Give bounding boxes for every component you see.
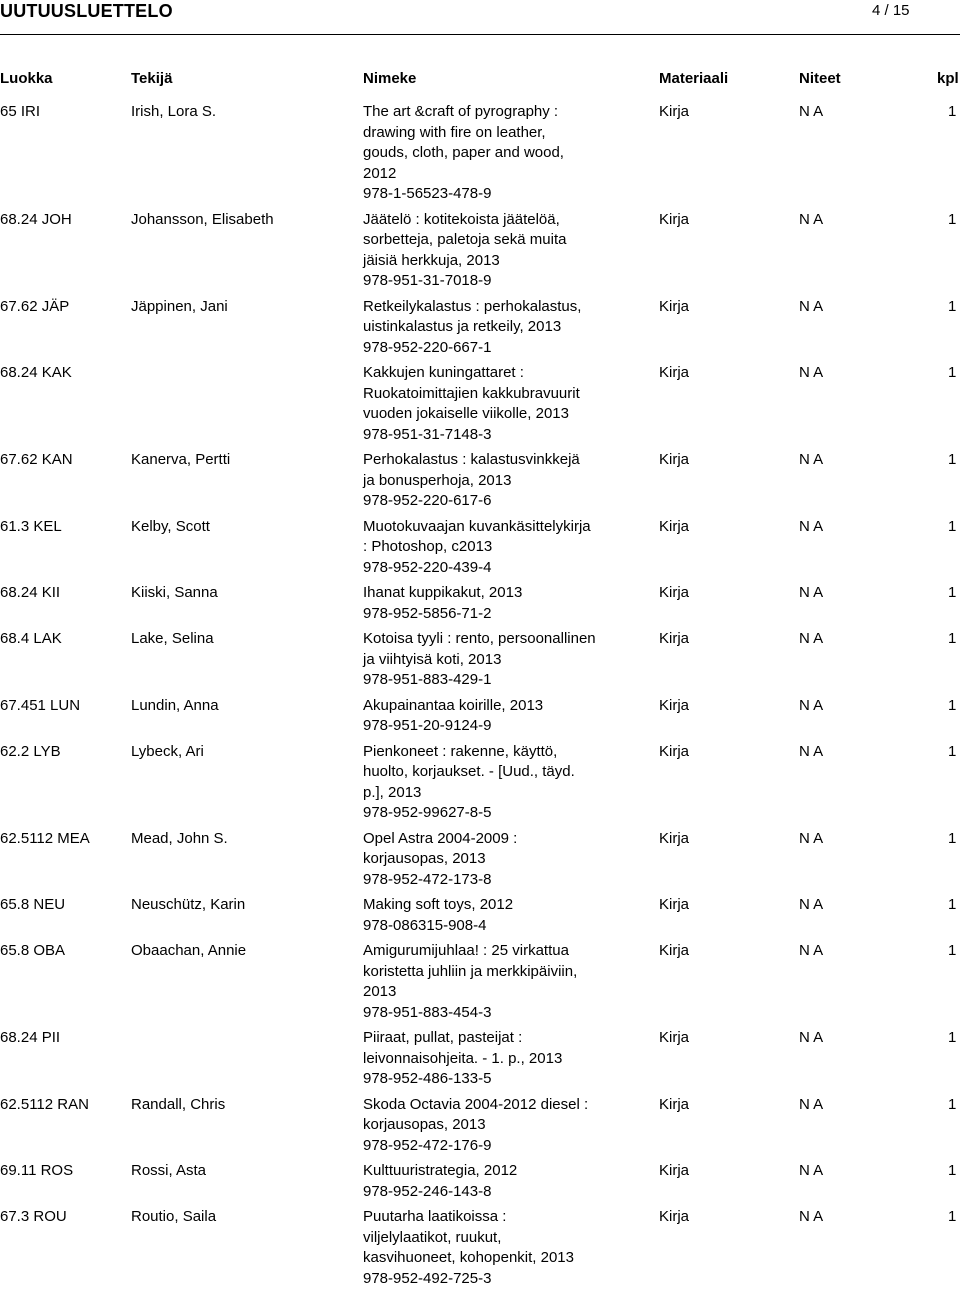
cell-niteet: N A [799, 1208, 824, 1225]
title-line: 978-952-486-133-5 [363, 1070, 492, 1087]
cell-tekija: Randall, Chris [131, 1095, 226, 1113]
cell-luokka: 67.3 ROU [0, 1208, 67, 1225]
cell-kpl: 1 [948, 896, 957, 913]
title-line: Akupainantaa koirille, 2013 [363, 696, 544, 714]
cell-kpl: 1 [948, 364, 957, 381]
title-line: 978-952-492-725-3 [363, 1269, 492, 1287]
column-header-materiaali: Materiaali [659, 70, 729, 87]
cell-luokka: 69.11 ROS [0, 1162, 74, 1179]
title-line: koristetta juhliin ja merkkipäiviin, [363, 962, 578, 980]
title-line: sorbetteja, paletoja sekä muita [363, 231, 567, 248]
title-line: Making soft toys, 2012 [363, 896, 514, 913]
title-line: 978-952-5856-71-2 [363, 604, 492, 622]
cell-luokka: 62.2 LYB [0, 742, 61, 760]
cell-kpl: 1 [948, 210, 957, 228]
title-line: leivonnaisohjeita. - 1. p., 2013 [363, 1049, 563, 1067]
cell-niteet: N A [799, 742, 824, 760]
cell-luokka: 68.4 LAK [0, 630, 62, 647]
cell-nimeke [363, 583, 522, 624]
cell-nimeke [363, 1028, 562, 1090]
document-title: UUTUUSLUETTELO [0, 1, 173, 21]
cell-niteet: N A [799, 1029, 824, 1046]
cell-luokka: 62.5112 RAN [0, 1095, 89, 1113]
cell-luokka: 67.62 KAN [0, 451, 73, 468]
cell-luokka: 68.24 PII [0, 1029, 61, 1046]
cell-materiaali: Kirja [659, 896, 690, 913]
cell-nimeke [363, 1095, 588, 1157]
cell-tekija: Kanerva, Pertti [131, 451, 231, 468]
cell-niteet: N A [799, 942, 824, 959]
title-line: Skoda Octavia 2004-2012 diesel : [363, 1095, 589, 1113]
title-line: Jäätelö : kotitekoista jäätelöä, [363, 210, 560, 228]
title-line: ja bonusperhoja, 2013 [363, 471, 512, 489]
title-line: korjausopas, 2013 [363, 1116, 486, 1133]
cell-niteet: N A [799, 297, 824, 315]
cell-nimeke [363, 297, 581, 359]
cell-kpl: 1 [948, 1208, 957, 1225]
column-header-luokka: Luokka [0, 70, 53, 87]
cell-materiaali: Kirja [659, 584, 690, 601]
cell-tekija: Lake, Selina [131, 630, 214, 647]
cell-nimeke [363, 1207, 574, 1289]
cell-kpl: 1 [948, 584, 957, 601]
cell-tekija: Routio, Saila [131, 1208, 217, 1225]
title-line: Piiraat, pullat, pasteijat : [363, 1029, 523, 1046]
cell-materiaali: Kirja [659, 517, 690, 535]
cell-tekija: Rossi, Asta [131, 1162, 207, 1179]
cell-nimeke [363, 941, 577, 1023]
title-line: 978-951-20-9124-9 [363, 717, 492, 734]
cell-niteet: N A [799, 630, 824, 647]
title-line: 978-951-883-429-1 [363, 671, 492, 688]
page-number: 4 / 15 [872, 2, 910, 19]
title-line: 2012 [363, 164, 397, 182]
cell-niteet: N A [799, 584, 824, 601]
title-line: 978-952-220-439-4 [363, 558, 492, 576]
cell-luokka: 65.8 OBA [0, 942, 66, 959]
title-line: 978-952-472-173-8 [363, 870, 492, 888]
title-line: Kotoisa tyyli : rento, persoonallinen [363, 630, 596, 647]
cell-kpl: 1 [948, 1095, 957, 1113]
cell-kpl: 1 [948, 517, 957, 535]
cell-materiaali: Kirja [659, 1162, 690, 1179]
title-line: 978-086315-908-4 [363, 916, 487, 934]
cell-tekija: Irish, Lora S. [131, 103, 217, 120]
cell-materiaali: Kirja [659, 297, 690, 315]
cell-tekija: Lundin, Anna [131, 696, 219, 714]
cell-tekija: Kiiski, Sanna [131, 584, 218, 601]
title-line: 978-952-246-143-8 [363, 1182, 492, 1200]
cell-luokka: 61.3 KEL [0, 517, 62, 535]
cell-nimeke [363, 210, 566, 292]
cell-niteet: N A [799, 896, 824, 913]
cell-kpl: 1 [948, 297, 957, 315]
cell-tekija: Neuschütz, Karin [131, 896, 246, 913]
cell-niteet: N A [799, 1162, 824, 1179]
title-line: drawing with fire on leather, [363, 123, 546, 141]
cell-materiaali: Kirja [659, 210, 690, 228]
cell-niteet: N A [799, 696, 824, 714]
cell-luokka: 67.451 LUN [0, 696, 81, 714]
title-line: 978-1-56523-478-9 [363, 185, 492, 202]
cell-luokka: 65 IRI [0, 103, 41, 120]
title-line: 2013 [363, 983, 397, 1000]
title-line: : Photoshop, c2013 [363, 538, 493, 555]
title-line: Muotokuvaajan kuvankäsittelykirja [363, 517, 591, 535]
cell-luokka: 67.62 JÄP [0, 297, 70, 315]
cell-materiaali: Kirja [659, 829, 690, 847]
title-line: Kakkujen kuningattaret : [363, 364, 524, 381]
cell-materiaali: Kirja [659, 103, 690, 120]
title-line: korjausopas, 2013 [363, 850, 486, 867]
cell-luokka: 68.24 JOH [0, 210, 72, 228]
cell-materiaali: Kirja [659, 1095, 690, 1113]
title-line: Ruokatoimittajien kakkubravuurit [363, 384, 580, 402]
cell-materiaali: Kirja [659, 364, 690, 381]
cell-tekija: Lybeck, Ari [131, 742, 204, 760]
cell-materiaali: Kirja [659, 630, 690, 647]
cell-nimeke [363, 742, 575, 824]
cell-tekija: Johansson, Elisabeth [131, 210, 274, 228]
cell-luokka: 68.24 KAK [0, 364, 72, 381]
cell-materiaali: Kirja [659, 451, 690, 468]
cell-luokka: 65.8 NEU [0, 896, 66, 913]
title-line: Opel Astra 2004-2009 : [363, 829, 518, 847]
title-line: huolto, korjaukset. - [Uud., täyd. [363, 763, 575, 780]
cell-kpl: 1 [948, 103, 957, 120]
cell-nimeke [363, 629, 596, 691]
cell-kpl: 1 [948, 942, 957, 959]
cell-nimeke [363, 517, 591, 579]
cell-tekija: Mead, John S. [131, 829, 228, 847]
cell-kpl: 1 [948, 630, 957, 647]
cell-niteet: N A [799, 103, 824, 120]
title-line: viljelylaatikot, ruukut, [363, 1228, 502, 1246]
cell-materiaali: Kirja [659, 942, 690, 959]
header-divider [0, 34, 960, 35]
title-line: Retkeilykalastus : perhokalastus, [363, 297, 582, 315]
cell-kpl: 1 [948, 451, 957, 468]
cell-kpl: 1 [948, 1162, 957, 1179]
title-line: Ihanat kuppikakut, 2013 [363, 584, 523, 601]
cell-kpl: 1 [948, 829, 957, 847]
title-line: uistinkalastus ja retkeily, 2013 [363, 318, 562, 335]
title-line: 978-951-31-7018-9 [363, 272, 492, 289]
title-line: 978-951-31-7148-3 [363, 425, 492, 443]
title-line: 978-951-883-454-3 [363, 1003, 492, 1021]
cell-materiaali: Kirja [659, 1029, 690, 1046]
cell-kpl: 1 [948, 742, 957, 760]
title-line: 978-952-220-667-1 [363, 338, 492, 356]
cell-niteet: N A [799, 451, 824, 468]
title-line: gouds, cloth, paper and wood, [363, 144, 564, 161]
column-header-tekija: Tekijä [131, 70, 173, 87]
cell-luokka: 62.5112 MEA [0, 829, 90, 847]
title-line: Amigurumijuhlaa! : 25 virkattua [363, 942, 569, 959]
title-line: 978-952-472-176-9 [363, 1136, 492, 1154]
cell-niteet: N A [799, 210, 824, 228]
cell-tekija: Obaachan, Annie [131, 942, 247, 959]
column-header-nimeke: Nimeke [363, 70, 417, 87]
title-line: vuoden jokaiselle viikolle, 2013 [363, 405, 569, 422]
cell-materiaali: Kirja [659, 742, 690, 760]
cell-niteet: N A [799, 517, 824, 535]
cell-nimeke [363, 895, 513, 936]
column-header-niteet: Niteet [799, 70, 841, 87]
column-header-kpl: kpl [937, 70, 959, 87]
cell-nimeke [363, 102, 564, 205]
title-line: Puutarha laatikoissa : [363, 1208, 507, 1225]
title-line: Pienkoneet : rakenne, käyttö, [363, 742, 558, 760]
title-line: p.], 2013 [363, 783, 422, 801]
title-line: Kulttuuristrategia, 2012 [363, 1162, 518, 1179]
cell-luokka: 68.24 KII [0, 584, 61, 601]
title-line: jäisiä herkkuja, 2013 [363, 251, 500, 269]
cell-nimeke [363, 696, 543, 737]
title-line: The art &craft of pyrography : [363, 103, 559, 120]
title-line: kasvihuoneet, kohopenkit, 2013 [363, 1249, 574, 1266]
cell-materiaali: Kirja [659, 696, 690, 714]
cell-nimeke [363, 1161, 517, 1202]
cell-materiaali: Kirja [659, 1208, 690, 1225]
cell-niteet: N A [799, 364, 824, 381]
cell-nimeke [363, 829, 517, 891]
cell-niteet: N A [799, 1095, 824, 1113]
cell-kpl: 1 [948, 696, 957, 714]
cell-kpl: 1 [948, 1029, 957, 1046]
title-line: ja viihtyisä koti, 2013 [363, 650, 502, 668]
title-line: 978-952-99627-8-5 [363, 804, 492, 821]
cell-tekija: Jäppinen, Jani [131, 297, 228, 315]
title-line: 978-952-220-617-6 [363, 492, 492, 509]
cell-nimeke [363, 363, 580, 445]
cell-nimeke [363, 450, 580, 512]
cell-niteet: N A [799, 829, 824, 847]
cell-tekija: Kelby, Scott [131, 517, 210, 535]
title-line: Perhokalastus : kalastusvinkkejä [363, 451, 580, 468]
